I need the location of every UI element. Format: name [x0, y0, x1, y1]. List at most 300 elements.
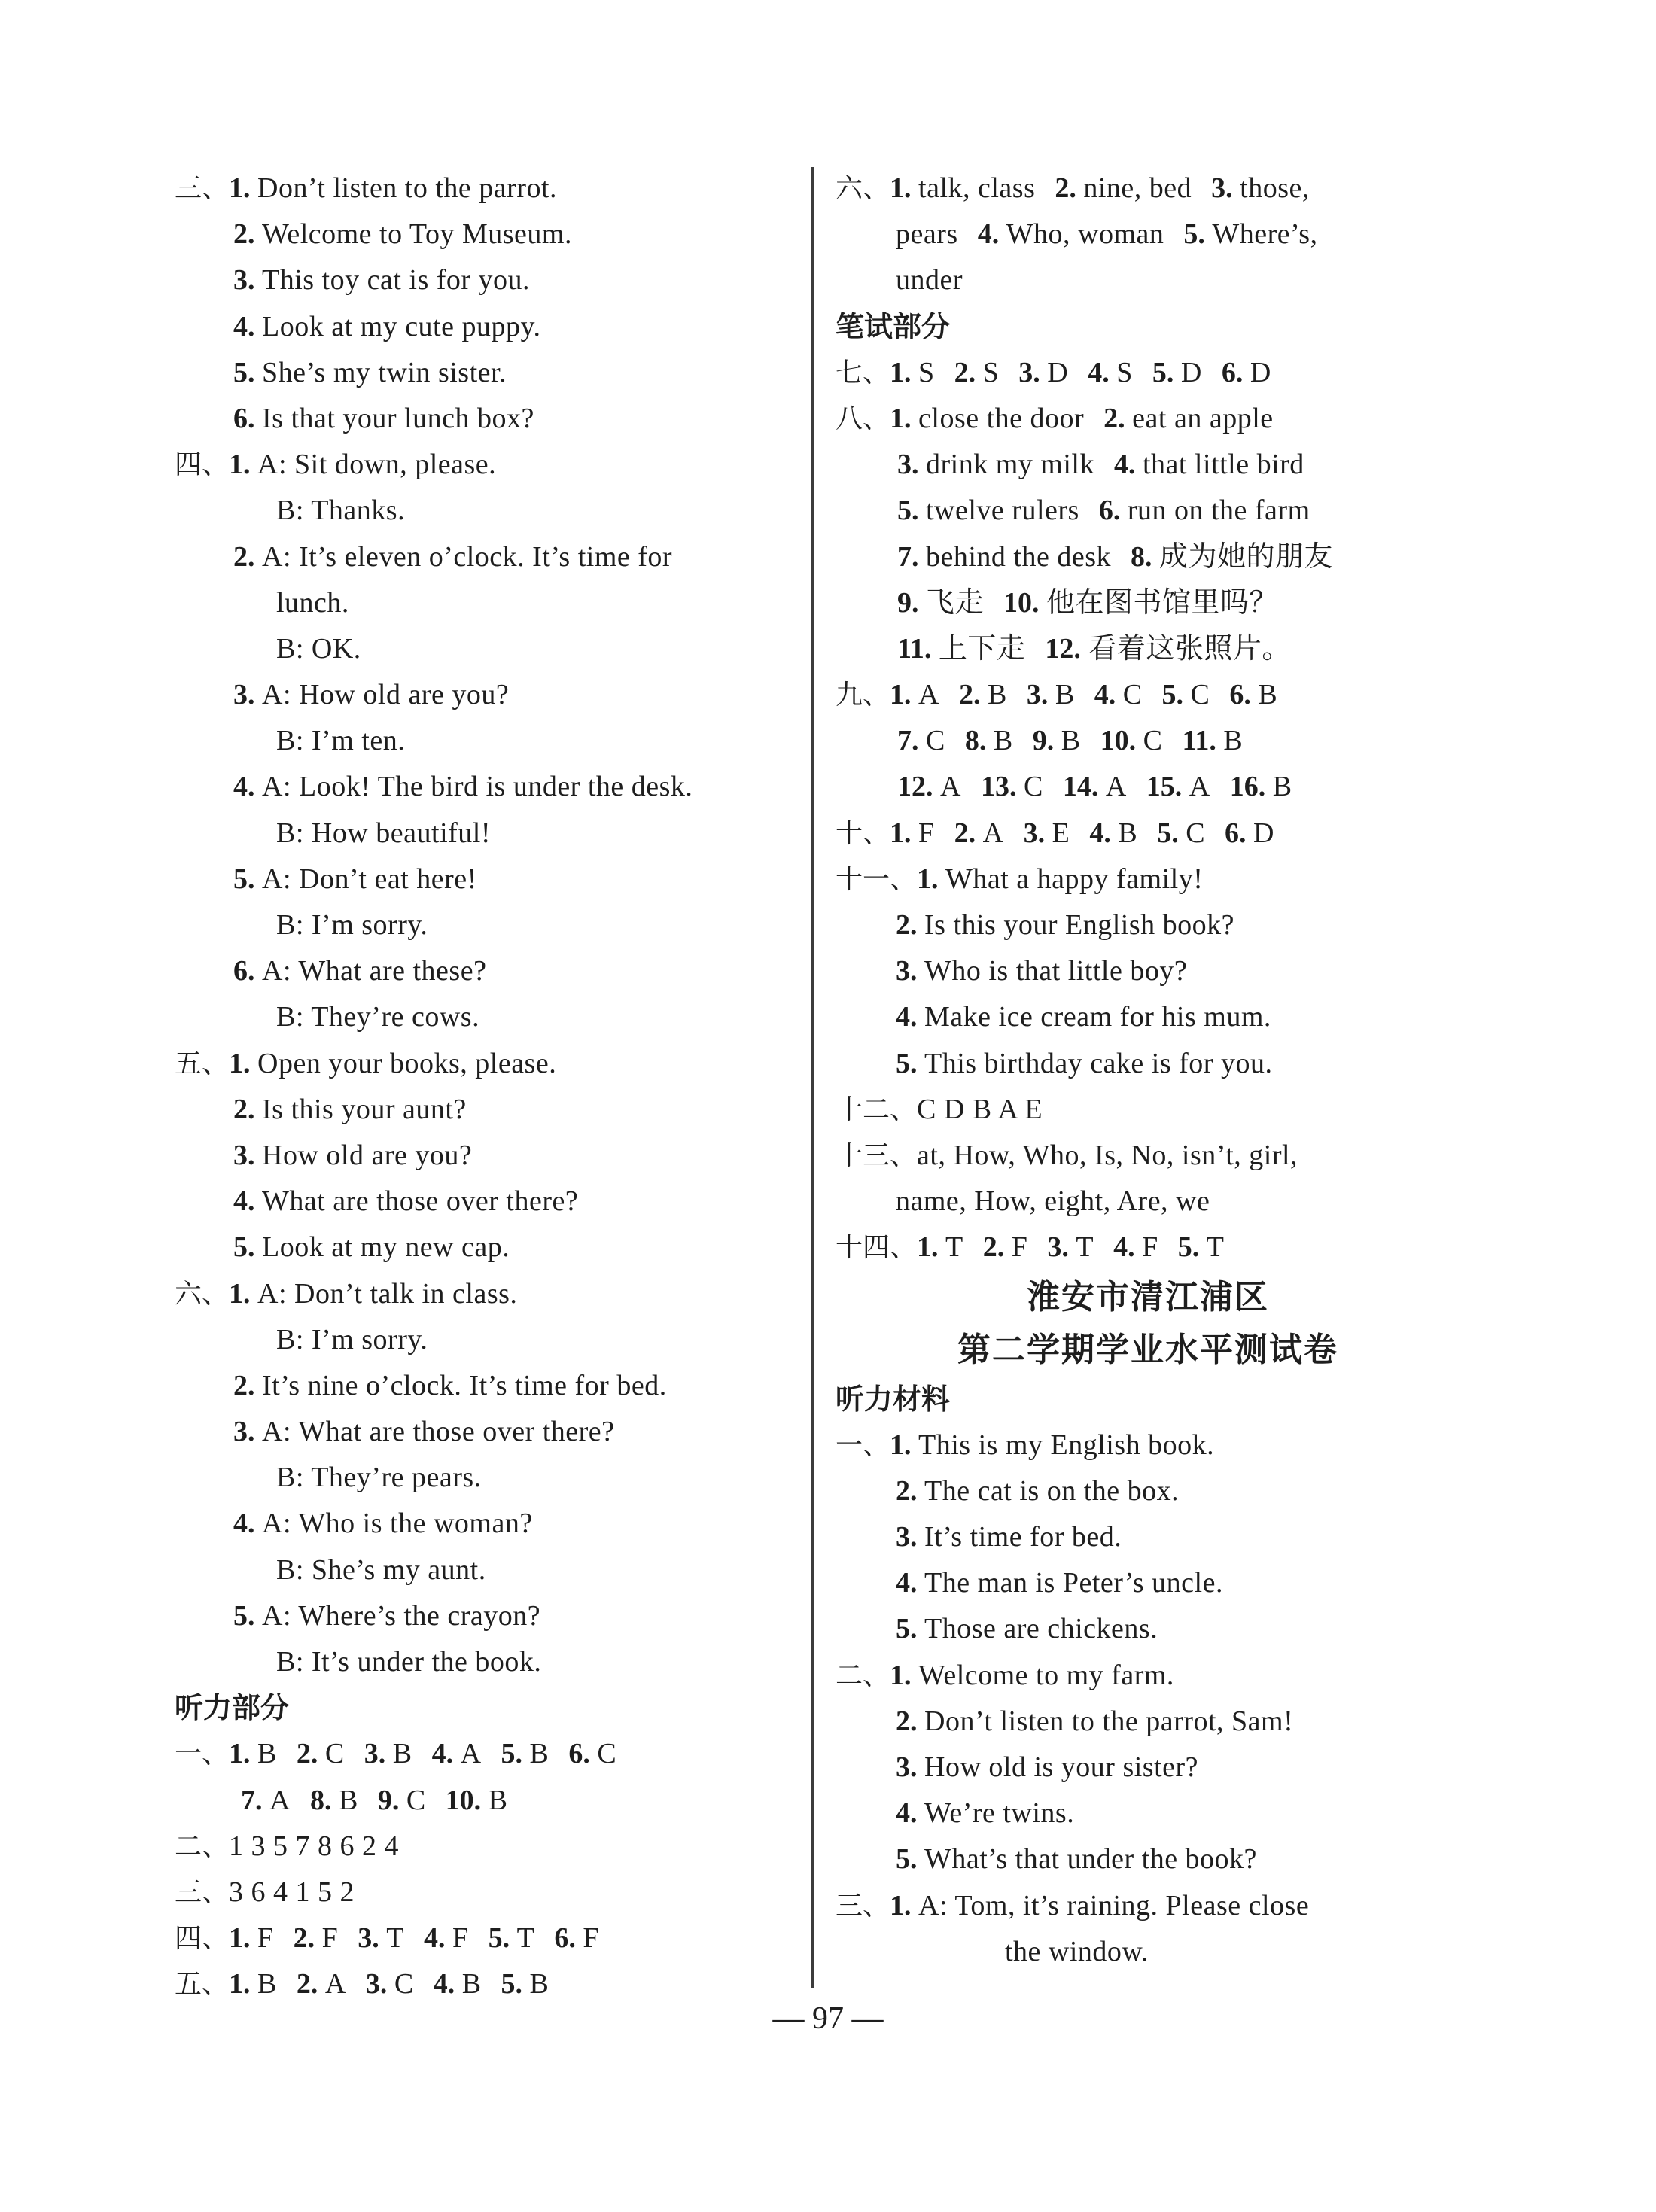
answer-text: B	[993, 725, 1013, 757]
answer-text: A	[918, 679, 939, 711]
answer-text: S	[1116, 356, 1133, 388]
answer-text: D	[1253, 817, 1274, 849]
answer-line	[836, 396, 1460, 442]
answer-text: B	[529, 1968, 549, 2001]
section-number: 三、	[175, 173, 230, 204]
answer-text: 3 6 4 1 5 2	[229, 1876, 355, 1908]
answer-text: C	[597, 1738, 617, 1770]
answer-text: those,	[1240, 172, 1310, 204]
answer-line	[836, 1324, 1460, 1377]
answer-text: B	[461, 1968, 482, 2001]
section-number: 四、	[175, 449, 230, 481]
answer-text: What a happy family!	[945, 863, 1204, 895]
answer-text: We’re twins.	[924, 1797, 1075, 1830]
answer-line	[175, 1179, 792, 1225]
question-number: 2.	[293, 1922, 315, 1955]
question-number: 1.	[229, 172, 251, 204]
answer-line	[175, 534, 792, 580]
answer-line	[836, 1929, 1460, 1975]
answer-text: A: How old are you?	[262, 679, 510, 711]
question-number: 2.	[954, 356, 976, 388]
question-number: 8.	[309, 1784, 332, 1816]
answer-text: 飞走	[926, 586, 985, 619]
answer-text: at, How, Who, Is, No, isn’t, girl,	[917, 1139, 1298, 1171]
answer-line	[175, 902, 792, 948]
answer-line	[836, 1653, 1460, 1699]
question-number: 4.	[1094, 679, 1116, 711]
answer-text: Where’s,	[1212, 218, 1318, 251]
answer-text: T	[516, 1922, 535, 1955]
question-number: 1.	[890, 402, 912, 434]
answer-text: This birthday cake is for you.	[924, 1047, 1273, 1079]
question-number: 2.	[233, 1369, 255, 1401]
question-number: 10.	[1100, 725, 1137, 757]
question-number: 4.	[1113, 449, 1136, 481]
answer-text: A	[1189, 771, 1210, 803]
answer-line	[175, 1363, 792, 1409]
question-number: 3.	[1026, 679, 1049, 711]
question-number: 6.	[233, 402, 255, 434]
question-number: 11.	[1182, 725, 1216, 757]
answer-text: A: Sit down, please.	[257, 449, 497, 481]
question-number: 3.	[896, 1751, 918, 1783]
answer-text: B	[1061, 725, 1081, 757]
section-number: 十四、	[836, 1232, 918, 1264]
answer-line	[175, 1501, 792, 1547]
question-number: 5.	[501, 1968, 523, 2001]
answer-text: pears	[896, 218, 958, 251]
question-number: 5.	[233, 1599, 255, 1632]
answer-text: The man is Peter’s uncle.	[924, 1567, 1223, 1599]
answer-text: Open your books, please.	[257, 1047, 557, 1079]
answer-text: drink my milk	[926, 449, 1094, 481]
question-number: 3.	[358, 1922, 379, 1955]
question-number: 4.	[233, 1508, 255, 1540]
answer-text: eat an apple	[1132, 402, 1274, 434]
section-number: 二、	[836, 1660, 890, 1691]
answer-line	[836, 1377, 1460, 1422]
answer-text: A	[269, 1784, 291, 1816]
answer-text: Make ice cream for his mum.	[924, 1001, 1271, 1033]
answer-text: Is that your lunch box?	[262, 402, 534, 434]
question-number: 12.	[897, 771, 933, 803]
question-number: 4.	[233, 310, 255, 342]
question-number: 5.	[897, 494, 919, 527]
question-number: 6.	[554, 1922, 576, 1955]
answer-line	[175, 1731, 792, 1777]
answer-text: Look at my new cap.	[262, 1231, 510, 1264]
question-number: 6.	[568, 1738, 590, 1770]
answer-text: S	[918, 356, 935, 388]
answer-text: A: It’s eleven o’clock. It’s time for	[262, 540, 673, 573]
answer-text: F	[452, 1922, 469, 1955]
question-number: 2.	[954, 817, 976, 849]
answer-line	[175, 257, 792, 303]
question-number: 5.	[1177, 1231, 1200, 1264]
answer-text: What are those over there?	[262, 1185, 579, 1218]
question-number: 2.	[896, 1474, 918, 1507]
answer-text: 他在图书馆里吗？	[1046, 586, 1279, 619]
question-number: 10.	[445, 1784, 482, 1816]
answer-line	[836, 166, 1460, 211]
answer-line	[836, 1606, 1460, 1652]
answer-text: B: OK.	[276, 632, 361, 665]
question-number: 5.	[1183, 218, 1205, 251]
answer-line	[836, 304, 1460, 350]
answer-text: C	[1023, 771, 1043, 803]
answer-text: B: I’m sorry.	[276, 1323, 428, 1355]
answer-line	[175, 488, 792, 534]
question-number: 4.	[896, 1001, 918, 1033]
answer-text: A: Look! The bird is under the desk.	[262, 771, 693, 803]
question-number: 3.	[365, 1968, 388, 2001]
answer-text: B	[1055, 679, 1075, 711]
question-number: 1.	[890, 356, 912, 388]
answer-text: B: It’s under the book.	[276, 1646, 542, 1678]
answer-text: Who is that little boy?	[924, 955, 1188, 987]
answer-text: Don’t listen to the parrot.	[257, 172, 558, 204]
question-number: 4.	[431, 1738, 454, 1770]
answer-text: Is this your aunt?	[262, 1093, 467, 1125]
answer-text: B: How beautiful!	[276, 817, 492, 849]
answer-text: T	[1206, 1231, 1225, 1264]
answer-text: D	[1180, 356, 1202, 388]
answer-text: C	[1190, 679, 1210, 711]
answer-text: F	[918, 817, 935, 849]
answer-line	[175, 1915, 792, 1961]
answer-text: Those are chickens.	[924, 1613, 1158, 1645]
question-number: 6.	[1229, 679, 1251, 711]
answer-line	[836, 1883, 1460, 1929]
answer-text: It’s time for bed.	[924, 1521, 1122, 1553]
question-number: 4.	[233, 1185, 255, 1218]
question-number: 2.	[958, 679, 981, 711]
answer-text: B	[1272, 771, 1292, 803]
question-number: 7.	[897, 540, 919, 573]
question-number: 3.	[233, 264, 255, 297]
answer-text: C	[324, 1738, 345, 1770]
answer-text: C	[926, 725, 945, 757]
answer-text: T	[1076, 1231, 1094, 1264]
question-number: 4.	[433, 1968, 455, 2001]
answer-text: Don’t listen to the parrot, Sam!	[924, 1705, 1294, 1737]
question-number: 6.	[1225, 817, 1247, 849]
answer-line	[175, 1133, 792, 1179]
question-number: 14.	[1062, 771, 1099, 803]
answer-text: Who, woman	[1006, 218, 1164, 251]
question-number: 6.	[1221, 356, 1244, 388]
answer-line	[175, 1593, 792, 1639]
answer-text: 1 3 5 7 8 6 2 4	[229, 1830, 400, 1862]
answer-text: S	[982, 356, 1000, 388]
answer-text: A	[460, 1738, 482, 1770]
answer-text: B: Thanks.	[276, 494, 406, 527]
answer-text: B: I’m ten.	[276, 725, 406, 757]
answer-text: run on the farm	[1127, 494, 1310, 527]
answer-text: Look at my cute puppy.	[262, 310, 541, 342]
answer-line	[836, 1514, 1460, 1560]
answer-text: B: I’m sorry.	[276, 909, 428, 941]
answer-text: C D B A E	[917, 1093, 1043, 1125]
answer-text: A	[940, 771, 961, 803]
answer-line	[175, 396, 792, 442]
question-number: 2.	[233, 218, 255, 251]
question-number: 1.	[229, 449, 251, 481]
question-number: 5.	[233, 1231, 255, 1264]
answer-text: lunch.	[276, 586, 349, 619]
answer-line	[836, 626, 1460, 672]
answer-text: A: Don’t eat here!	[262, 863, 477, 895]
answer-line	[175, 166, 792, 211]
answer-line	[175, 1271, 792, 1317]
question-number: 6.	[1098, 494, 1121, 527]
question-number: 5.	[1161, 679, 1184, 711]
answer-line	[836, 902, 1460, 948]
left-column	[175, 166, 792, 2008]
question-number: 1.	[917, 863, 939, 895]
answer-line	[175, 1225, 792, 1270]
answer-text: B: They’re pears.	[276, 1462, 482, 1494]
answer-line	[836, 442, 1460, 488]
answer-line	[175, 442, 792, 488]
question-number: 3.	[1211, 172, 1233, 204]
question-number: 1.	[890, 172, 912, 204]
question-number: 7.	[241, 1784, 263, 1816]
answer-line	[836, 672, 1460, 718]
answer-line	[175, 672, 792, 718]
question-number: 11.	[897, 632, 932, 665]
answer-text: F	[1142, 1231, 1158, 1264]
question-number: 1.	[890, 1889, 912, 1921]
answer-text: close the door	[918, 402, 1085, 434]
question-number: 2.	[1055, 172, 1076, 204]
section-number: 十、	[836, 817, 890, 849]
section-number: 十一、	[836, 863, 918, 895]
answer-text: A: What are those over there?	[262, 1416, 615, 1448]
section-number: 十二、	[836, 1094, 918, 1125]
question-number: 4.	[1088, 356, 1110, 388]
part-heading: 笔试部分	[836, 309, 951, 343]
answer-line	[175, 211, 792, 257]
section-title: 淮安市清江浦区	[1027, 1277, 1269, 1316]
question-number: 3.	[233, 679, 255, 711]
question-number: 2.	[982, 1231, 1005, 1264]
answer-line	[836, 1699, 1460, 1745]
question-number: 5.	[233, 863, 255, 895]
answer-text: B: She’s my aunt.	[276, 1553, 486, 1586]
question-number: 4.	[896, 1797, 918, 1830]
answer-line	[836, 1836, 1460, 1882]
section-number: 一、	[836, 1429, 890, 1461]
answer-text: T	[945, 1231, 963, 1264]
answer-text: F	[321, 1922, 339, 1955]
answer-text: B	[987, 679, 1007, 711]
answer-text: under	[896, 264, 963, 297]
question-number: 4.	[1089, 817, 1111, 849]
answer-line	[836, 534, 1460, 580]
question-number: 5.	[233, 356, 255, 388]
question-number: 5.	[896, 1047, 918, 1079]
section-number: 六、	[175, 1278, 230, 1310]
question-number: 3.	[1023, 817, 1046, 849]
answer-text: Welcome to Toy Museum.	[262, 218, 572, 251]
question-number: 2.	[233, 1093, 255, 1125]
answer-text: B	[1118, 817, 1138, 849]
answer-line	[175, 350, 792, 396]
answer-text: C	[406, 1784, 426, 1816]
section-title: 第二学期学业水平测试卷	[957, 1330, 1338, 1369]
answer-line	[836, 1560, 1460, 1606]
answer-text: A: Don’t talk in class.	[257, 1277, 518, 1310]
answer-line	[836, 718, 1460, 764]
answer-text: A: What are these?	[262, 955, 487, 987]
question-number: 2.	[896, 1705, 918, 1737]
column-divider	[811, 167, 814, 1988]
answer-line	[836, 764, 1460, 810]
question-number: 16.	[1229, 771, 1266, 803]
answer-line	[836, 1422, 1460, 1468]
answer-line	[175, 764, 792, 810]
answer-text: the window.	[1005, 1935, 1149, 1967]
question-number: 1.	[890, 679, 912, 711]
answer-line	[175, 718, 792, 764]
question-number: 4.	[1113, 1231, 1135, 1264]
answer-line	[175, 1455, 792, 1501]
question-number: 1.	[229, 1277, 251, 1310]
answer-text: It’s nine o’clock. It’s time for bed.	[262, 1369, 667, 1401]
answer-line	[836, 257, 1460, 303]
answer-line	[175, 1317, 792, 1363]
question-number: 5.	[896, 1843, 918, 1876]
answer-line	[175, 1778, 792, 1824]
answer-line	[175, 994, 792, 1040]
answer-text: How old are you?	[262, 1139, 473, 1171]
question-number: 4.	[896, 1567, 918, 1599]
answer-line	[836, 488, 1460, 534]
answer-text: C	[1122, 679, 1143, 711]
question-number: 10.	[1003, 586, 1040, 619]
answer-text: nine, bed	[1083, 172, 1192, 204]
answer-text: Is this your English book?	[924, 909, 1234, 941]
answer-text: twelve rulers	[926, 494, 1079, 527]
question-number: 7.	[897, 725, 919, 757]
answer-text: The cat is on the box.	[924, 1474, 1180, 1507]
section-number: 五、	[175, 1048, 230, 1079]
section-number: 二、	[175, 1830, 230, 1862]
answer-text: B	[1258, 679, 1278, 711]
answer-line	[836, 1791, 1460, 1836]
question-number: 1.	[229, 1047, 251, 1079]
answer-text: talk, class	[918, 172, 1036, 204]
part-heading: 听力部分	[175, 1691, 290, 1725]
question-number: 3.	[233, 1416, 255, 1448]
answer-line	[836, 857, 1460, 902]
question-number: 2.	[296, 1738, 318, 1770]
section-number: 八、	[836, 403, 890, 434]
answer-line	[175, 304, 792, 350]
answer-line	[836, 1041, 1460, 1087]
answer-text: A	[982, 817, 1004, 849]
answer-line	[836, 1179, 1460, 1225]
section-number: 六、	[836, 173, 890, 204]
answer-line	[836, 1133, 1460, 1179]
question-number: 3.	[1018, 356, 1040, 388]
answer-line	[836, 1468, 1460, 1514]
answer-text: E	[1052, 817, 1070, 849]
answer-line	[836, 1087, 1460, 1133]
answer-text: F	[257, 1922, 274, 1955]
answer-text: A	[1105, 771, 1127, 803]
question-number: 9.	[377, 1784, 400, 1816]
answer-text: B	[257, 1968, 277, 2001]
question-number: 9.	[897, 586, 919, 619]
section-number: 三、	[836, 1890, 890, 1921]
question-number: 6.	[233, 955, 255, 987]
answer-line	[175, 626, 792, 672]
question-number: 1.	[229, 1738, 251, 1770]
answer-line	[175, 1547, 792, 1593]
answer-text: 看着这张照片。	[1088, 632, 1291, 665]
answer-line	[175, 1870, 792, 1915]
answer-text: B	[338, 1784, 358, 1816]
answer-text: D	[1047, 356, 1069, 388]
question-number: 12.	[1045, 632, 1081, 665]
question-number: 1.	[229, 1968, 251, 2001]
question-number: 5.	[1157, 817, 1179, 849]
question-number: 3.	[896, 955, 918, 987]
question-number: 1.	[917, 1231, 939, 1264]
section-number: 四、	[175, 1923, 230, 1955]
answer-text: C	[1186, 817, 1206, 849]
answer-text: B	[529, 1738, 549, 1770]
question-number: 3.	[233, 1139, 255, 1171]
question-number: 1.	[229, 1922, 251, 1955]
answer-line	[836, 994, 1460, 1040]
question-number: 13.	[980, 771, 1017, 803]
question-number: 2.	[1103, 402, 1125, 434]
answer-line	[175, 1409, 792, 1455]
question-number: 1.	[890, 1659, 912, 1691]
answer-line	[175, 857, 792, 902]
answer-text: A	[324, 1968, 346, 2001]
answer-line	[836, 580, 1460, 626]
answer-text: 成为她的朋友	[1159, 540, 1334, 573]
answer-line	[836, 1225, 1460, 1270]
question-number: 5.	[501, 1738, 523, 1770]
section-number: 九、	[836, 680, 890, 711]
question-number: 4.	[424, 1922, 446, 1955]
answer-text: A: Where’s the crayon?	[262, 1599, 541, 1632]
answer-text: C	[1143, 725, 1163, 757]
answer-text: C	[394, 1968, 414, 2001]
section-number: 七、	[836, 357, 890, 388]
question-number: 4.	[233, 771, 255, 803]
answer-text: F	[1011, 1231, 1028, 1264]
part-heading: 听力材料	[836, 1382, 951, 1416]
question-number: 2.	[233, 540, 255, 573]
answer-text: name, How, eight, Are, we	[896, 1185, 1210, 1218]
answer-text: D	[1250, 356, 1271, 388]
question-number: 2.	[896, 909, 918, 941]
answer-text: A: Tom, it’s raining. Please close	[918, 1889, 1310, 1921]
answer-line	[175, 1824, 792, 1870]
question-number: 1.	[890, 817, 912, 849]
answer-text: B	[257, 1738, 277, 1770]
answer-text: 上下走	[938, 632, 1026, 665]
answer-text: Welcome to my farm.	[918, 1659, 1174, 1691]
answer-line	[175, 580, 792, 626]
section-number: 三、	[175, 1876, 230, 1908]
